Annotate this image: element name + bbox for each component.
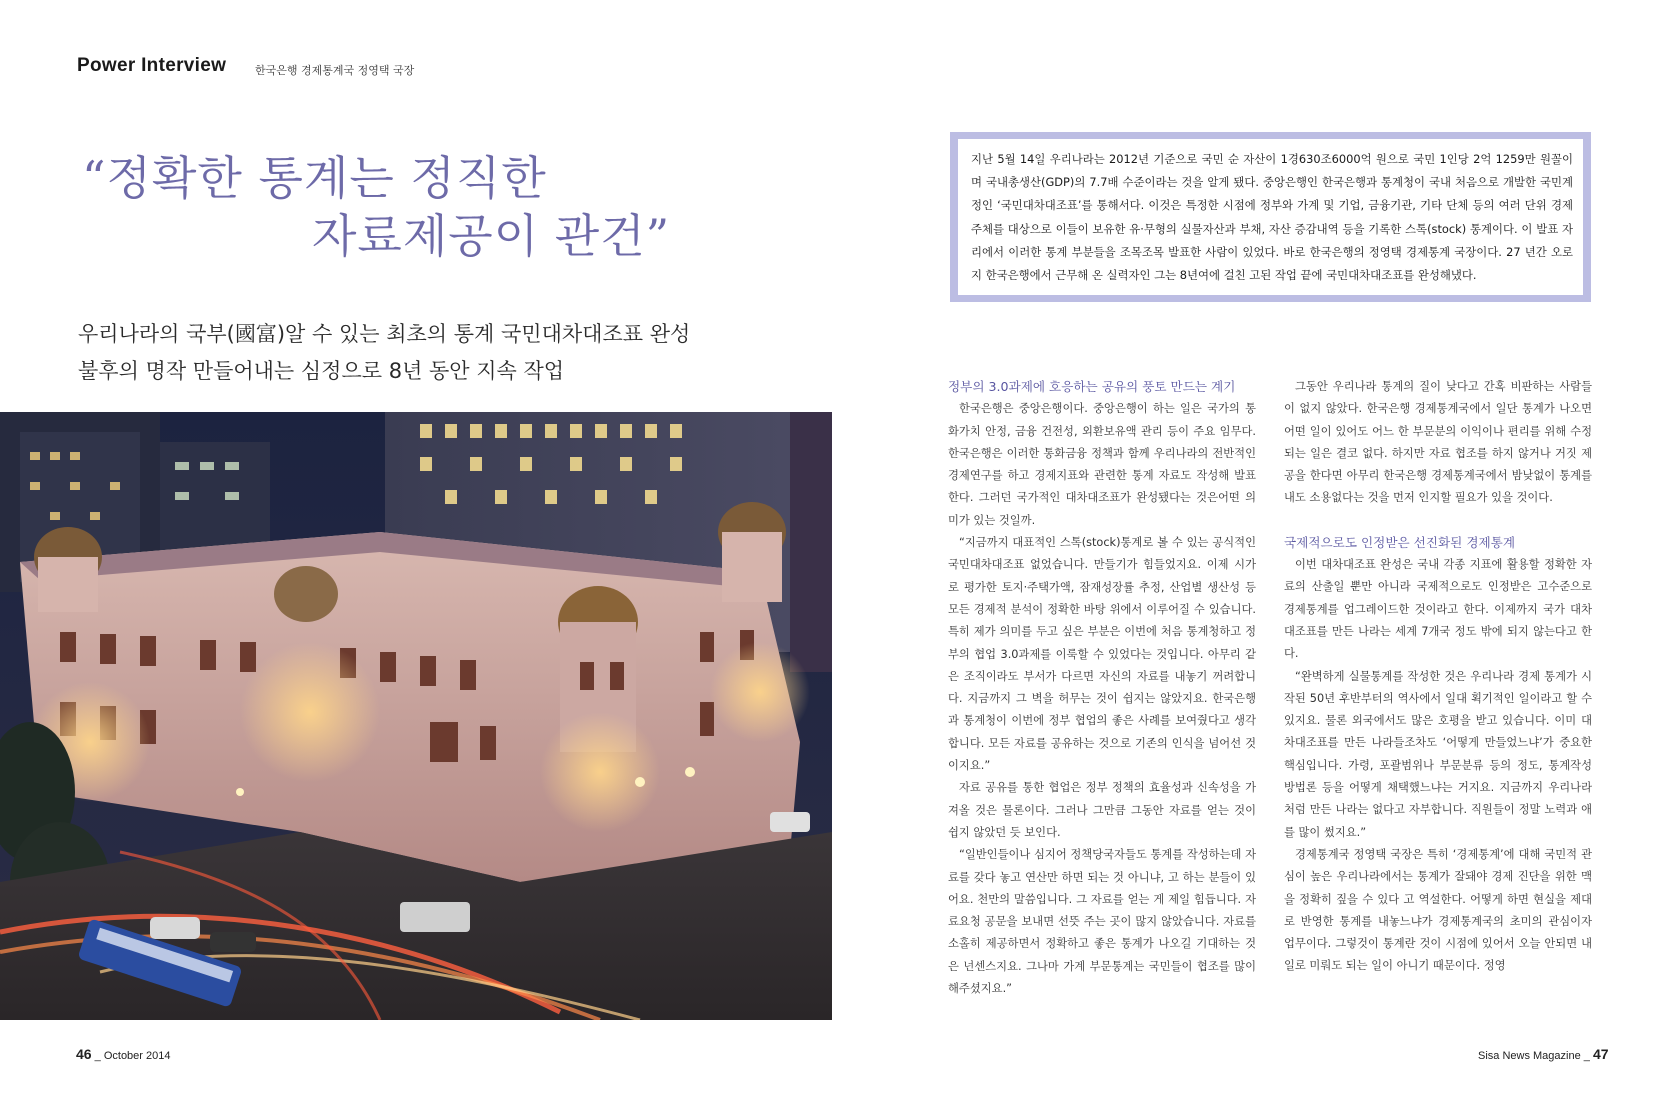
paragraph: 한국은행은 중앙은행이다. 중앙은행이 하는 일은 국가의 통화가치 안정, 금융 건전성, 외환보유액 관리 등이 주요 임무다. 한국은행은 이러한 통화금융 정책과 함께 우리나라의 전반적인 경제연구를 하고 경제지표와 관련한 통계 자료도 작성해 발표한다. 그러던 국가적인 대차대조표가 완성됐다는 것은어떤 의미가 있는 것일까. xyxy=(948,402,1256,527)
article-column-1 xyxy=(948,376,1256,1000)
left-folio xyxy=(76,1046,170,1062)
subheadline-line-2: 불후의 명작 만들어내는 심정으로 8년 동안 지속 작업 xyxy=(78,359,565,383)
paragraph: 이번 대차대조표 완성은 국내 각종 지표에 활용할 정확한 자료의 산출일 뿐만 아니라 국제적으로도 인정받은 고수준으로 경제통계를 업그레이드한 것이라고 한다. 이제까지 국가 대차대조표를 만든 나라는 세계 7개국 정도 밖에 되지 않는다고 한다. xyxy=(1284,558,1592,661)
right-folio xyxy=(1478,1046,1609,1062)
paragraph: 자료 공유를 통한 협업은 정부 정책의 효율성과 신속성을 가져올 것은 물론이다. 그러나 그만큼 그동안 자료를 얻는 것이 쉽지 않았던 듯 보인다. xyxy=(948,781,1256,839)
section-heading-2: 국제적으로도 인정받은 선진화된 경제통계 xyxy=(1284,534,1515,550)
intro-box xyxy=(950,132,1591,302)
folio-separator: _ xyxy=(94,1050,104,1062)
intro-text: 지난 5월 14일 우리나라는 2012년 기준으로 국민 순 자산이 1경630조6000억 원으로 국민 1인당 2억 1259만 원꼴이며 국내총생산(GDP)의 7.7배 수준이라는 것을 알게 됐다. 중앙은행인 한국은행과 통계청이 국내 처음으로 개발한 국민계정인 ‘국민대차대조표’를 통해서다. 이것은 특정한 시점에 정부와 가계 및 기업, 금융기관, 기타 단체 등의 여러 단위 경제 주체를 대상으로 이들이 보유한 유·무형의 실물자산과 부채, 자산 증감내역 등을 기록한 스톡(stock) 통계이다. 이 발표 자리에서 이러한 통계 부분들을 조목조목 발표한 사람이 있었다. 바로 한국은행의 정영택 경제통계 국장이다. 27 년간 오로지 한국은행에서 근무해 온 실력자인 그는 8년여에 걸친 고된 작업 끝에 국민대차대조표를 완성해냈다. xyxy=(971,152,1573,283)
paragraph: “일반인들이나 심지어 정책당국자들도 통계를 작성하는데 자료를 갖다 놓고 연산만 하면 되는 것 아니냐, 고 하는 분들이 있어요. 천만의 말씀입니다. 그 자료를 얻는 게 제일 힘듭니다. 자료요청 공문을 보내면 선뜻 주는 곳이 많지 않았습니다. 자료를 소홀히 제공하면서 정확하고 좋은 통계가 나오길 기대하는 것은 넌센스지요. 그나마 가계 부문통계는 국민들이 협조를 많이 해주셨지요.” xyxy=(948,848,1256,996)
folio-separator: _ xyxy=(1583,1050,1593,1062)
page-number-left: 46 xyxy=(76,1046,92,1062)
issue-date: October 2014 xyxy=(103,1050,171,1062)
headline-line-1: “정확한 통계는 정직한 xyxy=(82,151,547,205)
paragraph: “지금까지 대표적인 스톡(stock)통계로 볼 수 있는 공식적인 국민대차대조표 없었습니다. 만들기가 힘들었지요. 이제 시가로 평가한 토지·주택가액, 잠재성장률 추정, 산업별 생산성 등 모든 경제적 분석이 정확한 바탕 위에서 이루어질 수 있습니다. 특히 제가 의미를 두고 싶은 부분은 이번에 처음 통계청하고 정부의 협업 3.0과제를 이룩할 수 있었다는 것입니다. 아무리 같은 조직이라도 부서가 다르면 자신의 자료를 내놓기 꺼려합니다. 지금까지 그 벽을 허무는 것이 쉽지는 않았지요. 한국은행과 통계청이 이번에 정부 협업의 좋은 사례를 보여줬다고 생각합니다. 모든 자료를 공유하는 것으로 기존의 인식을 넘어선 것이지요.” xyxy=(948,536,1256,773)
interviewee-title: 한국은행 경제통계국 정영택 국장 xyxy=(255,64,415,77)
paragraph: 그동안 우리나라 통계의 질이 낮다고 간혹 비판하는 사람들이 없지 않았다. 한국은행 경제통계국에서 일단 통계가 나오면 어떤 일이 있어도 어느 한 부문분의 이익이나 편리를 위해 수정되는 일은 결코 없다. 하지만 자료 협조를 하지 않거나 거짓 제공을 한다면 아무리 한국은행 경제통계국에서 밤낮없이 통계를 내도 소용없다는 것을 먼저 인지할 필요가 있을 것이다. xyxy=(1284,380,1592,505)
section-heading-1: 정부의 3.0과제에 호응하는 공유의 풍토 만드는 계기 xyxy=(948,379,1236,394)
bank-of-korea-night-photo xyxy=(0,412,832,1020)
subheadline-line-1: 우리나라의 국부(國富)알 수 있는 최초의 통계 국민대차대조표 완성 xyxy=(78,322,691,346)
paragraph: “완벽하게 실물통계를 작성한 것은 우리나라 경제 통계가 시작된 50년 후반부터의 역사에서 일대 획기적인 일이라고 할 수 있지요. 물론 외국에서도 많은 호평을 받고 있습니다. 이미 대차대조표를 만든 나라들조차도 ‘어떻게 만들었느냐’가 중요한 핵심입니다. 가령, 포괄범위나 부문분류 등의 정도, 통계작성 방법론 등을 어떻게 채택했느냐는 거지요. 지금까지 우리나라처럼 만든 나라는 없다고 자부합니다. 직원들이 정말 노력과 애를 많이 썼지요.” xyxy=(1284,669,1592,839)
article-column-2 xyxy=(1284,376,1592,978)
section-label: Power Interview xyxy=(77,55,227,76)
magazine-name: Sisa News Magazine xyxy=(1478,1050,1581,1062)
page-number-right: 47 xyxy=(1592,1046,1609,1062)
headline-line-2: 자료제공이 관건” xyxy=(312,209,671,263)
paragraph: 경제통계국 정영택 국장은 특히 ‘경제통계’에 대해 국민적 관심이 높은 우리나라에서는 통계가 잘돼야 경제 진단을 위한 맥을 정확히 짚을 수 있다 고 역설한다. 어떻게 하면 현실을 제대로 반영한 통계를 내놓느냐가 경제통계국의 초미의 관심이자 업무이다. 그렇것이 통계란 것이 시점에 있어서 오늘 안되면 내일로 미뤄도 되는 일이 아니기 때문이다. 정영 xyxy=(1284,847,1592,973)
